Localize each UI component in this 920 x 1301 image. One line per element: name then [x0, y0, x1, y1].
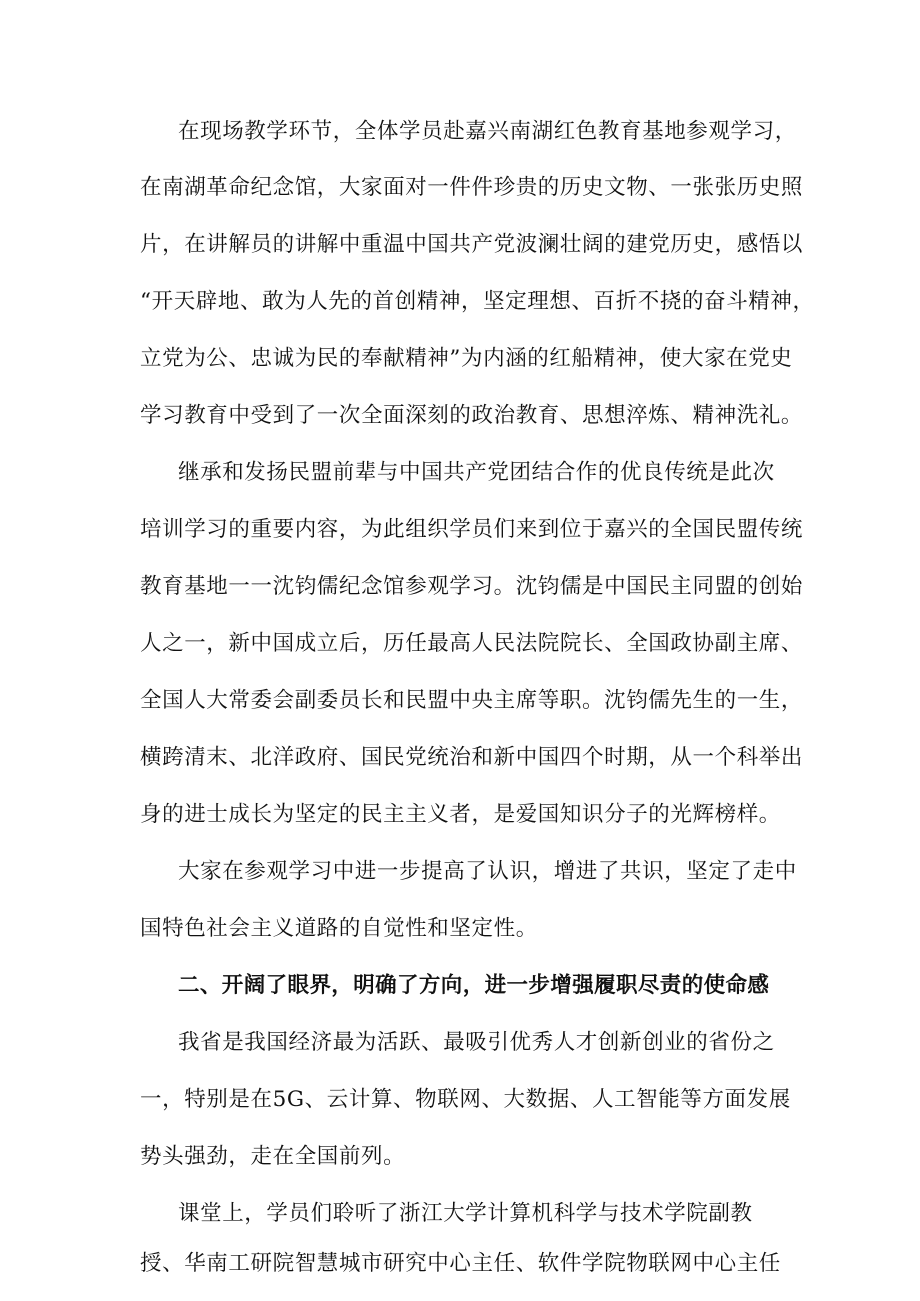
paragraph-1-line-1: 在现场教学环节，全体学员赴嘉兴南湖红色教育基地参观学习，	[178, 119, 797, 144]
paragraph-4-line-2: 一，特别是在5G、云计算、物联网、大数据、人工智能等方面发展	[140, 1087, 791, 1112]
paragraph-3-line-1: 大家在参观学习中进一步提高了认识，增进了共识，坚定了走中	[178, 859, 797, 884]
paragraph-4-line-3: 势头强劲，走在全国前列。	[140, 1144, 406, 1169]
section-heading: 二、开阔了眼界，明确了方向，进一步增强履职尽责的使命感	[178, 973, 770, 998]
paragraph-2-line-1: 继承和发扬民盟前辈与中国共产党团结合作的优良传统是此次	[178, 460, 775, 485]
paragraph-4-line-1: 我省是我国经济最为活跃、最吸引优秀人才创新创业的省份之	[178, 1030, 775, 1055]
paragraph-2-line-3: 教育基地一一沈钧儒纪念馆参观学习。沈钧儒是中国民主同盟的创始	[140, 574, 804, 599]
paragraph-1-line-2: 在南湖革命纪念馆，大家面对一件件珍贵的历史文物、一张张历史照	[140, 175, 804, 200]
paragraph-2-line-4: 人之一，新中国成立后，历任最高人民法院院长、全国政协副主席、	[140, 631, 804, 656]
paragraph-2-line-6: 横跨清末、北洋政府、国民党统治和新中国四个时期，从一个科举出	[140, 745, 804, 770]
paragraph-1-line-5: 立党为公、忠诚为民的奉献精神”为内涵的红船精神，使大家在党史	[140, 346, 793, 371]
paragraph-2-line-7: 身的进士成长为坚定的民主主义者，是爱国知识分子的光辉榜样。	[140, 802, 781, 827]
paragraph-1-line-3: 片，在讲解员的讲解中重温中国共产党波澜壮阔的建党历史，感悟以	[140, 232, 804, 257]
paragraph-3-line-2: 国特色社会主义道路的自觉性和坚定性。	[140, 916, 538, 941]
paragraph-5-line-1: 课堂上，学员们聆听了浙江大学计算机科学与技术学院副教	[178, 1201, 753, 1226]
paragraph-5-line-2: 授、华南工研院智慧城市研究中心主任、软件学院物联网中心主任	[140, 1251, 781, 1276]
paragraph-1-line-4: “开天辟地、敢为人先的首创精神，坚定理想、百折不挠的奋斗精神，	[140, 289, 815, 314]
paragraph-2-line-2: 培训学习的重要内容，为此组织学员们来到位于嘉兴的全国民盟传统	[140, 517, 804, 542]
paragraph-1-line-6: 学习教育中受到了一次全面深刻的政治教育、思想淬炼、精神洗礼。	[140, 403, 804, 428]
paragraph-2-line-5: 全国人大常委会副委员长和民盟中央主席等职。沈钧儒先生的一生，	[140, 688, 804, 713]
